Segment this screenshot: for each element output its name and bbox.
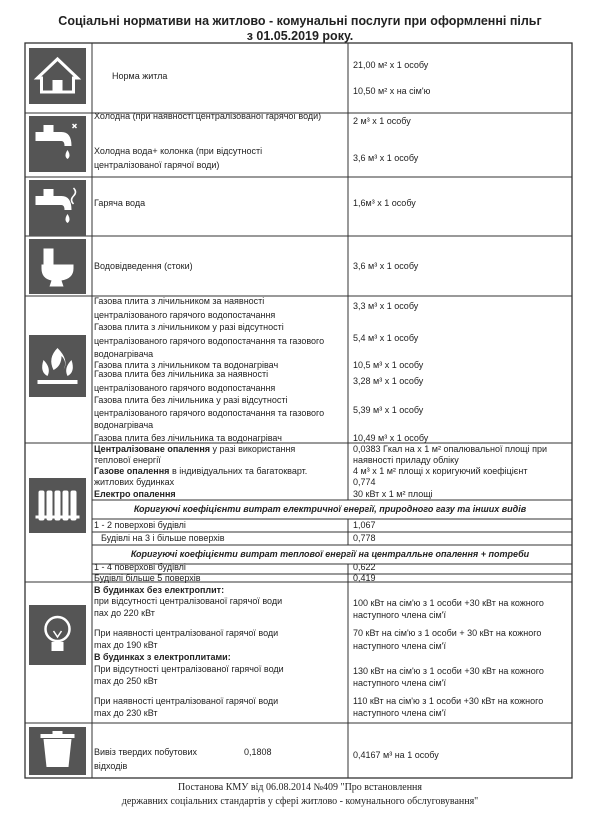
tap-hot-icon — [29, 180, 86, 236]
row-cold-water — [29, 111, 419, 172]
row-label-tail: в індивідуальних та багатокварт. — [169, 466, 308, 476]
row-value: 5,4 м³ х 1 особу — [353, 333, 419, 343]
row-label-tail: у разі використання — [210, 444, 296, 454]
coefficients-banner-electric: Коригуючі коефіцієнти витрат електричної енергії, природного газу та інших видів — [133, 504, 527, 514]
lightbulb-icon — [29, 605, 86, 665]
coefficient-label: 1 - 2 поверхові будівлі — [94, 520, 186, 530]
row-value: 0,0383 Гкал на х 1 м² опалювальної площі при — [353, 444, 547, 454]
row-label: Холодна (при наявності централізованої гарячої води) — [94, 111, 322, 121]
row-label: Вивіз твердих побутових — [94, 747, 197, 757]
footer-decree-title: державних соціальних стандартів у сфері житлово - комунального обслуговування" — [121, 796, 479, 807]
tap-cold-icon — [29, 116, 86, 172]
row-label: водонагрівача — [94, 420, 154, 430]
row-value: 110 кВт на сім'ю з 1 особи +30 кВт на кожного — [353, 696, 544, 706]
row-value: 3,28 м³ х 1 особу — [353, 376, 424, 386]
row-value: 3,6 м³ х 1 особу — [353, 153, 419, 163]
footer-decree: Постанова КМУ від 06.08.2014 №409 "Про встановлення — [178, 782, 422, 793]
row-label: пах до 220 кВт — [94, 608, 155, 618]
row-label: Гаряча вода — [94, 198, 146, 208]
row-label: Холодна вода+ колонка (при відсутності — [94, 146, 263, 156]
row-value: 30 кВт х 1 м² площі — [353, 489, 433, 499]
row-value: наступного члена сім'ї — [353, 610, 446, 620]
row-value: 1,6м³ х 1 особу — [353, 198, 416, 208]
row-label: Газова плита без лічильника за наявності — [94, 369, 269, 379]
row-hot-water — [29, 180, 416, 236]
coefficient-value: 1,067 — [353, 520, 376, 530]
row-label: централізованого гарячого водопостачання та газового — [94, 336, 325, 346]
row-value: 70 кВт на сім'ю з 1 особи + 30 кВт на кожного — [353, 628, 542, 638]
row-value: 2 м³ х 1 особу — [353, 116, 411, 126]
row-label: 0,1808 — [244, 747, 272, 757]
coefficient-value: 0,419 — [353, 573, 376, 583]
row-label: водонагрівача — [94, 349, 154, 359]
row-electricity — [29, 585, 544, 718]
row-value: 4 м³ х 1 м² площі х коригуючий коефіцієнт — [353, 466, 528, 476]
row-value: наступного члена сім'ї — [353, 708, 446, 718]
cell-heading: Газове опалення в індивідуальних та багатокварт. — [94, 466, 308, 476]
row-label: max до 230 кВт — [94, 708, 158, 718]
row-label: централізованого гарячого водопостачання — [94, 310, 276, 320]
row-value: 3,6 м³ х 1 особу — [353, 261, 419, 271]
row-value: 5,39 м³ х 1 особу — [353, 405, 424, 415]
row-label: Газова плита без лічильника та водонагрівач — [94, 433, 282, 443]
row-value: 10,49 м³ х 1 особу — [353, 433, 429, 443]
row-label: При наявності централізованої гарячої води — [94, 628, 279, 638]
row-label: централізованого гарячого водопостачання — [94, 383, 276, 393]
row-sewage — [29, 239, 419, 294]
row-value: 10,5 м³ х 1 особу — [353, 360, 424, 370]
row-value: наступного члена сім'ї — [353, 678, 446, 688]
row-value: 0,4167 м³ на 1 особу — [353, 750, 439, 760]
row-label: max до 190 кВт — [94, 640, 158, 650]
row-housing — [29, 48, 431, 104]
row-label: житлових будинках — [94, 477, 175, 487]
row-label: При відсутності централізованої гарячої води — [94, 664, 284, 674]
row-label: При наявності централізованої гарячої води — [94, 696, 279, 706]
coefficient-label: 1 - 4 поверхові будівлі — [94, 562, 186, 572]
document-title: Соціальні нормативи на житлово - комунальні послуги при оформленні пільг — [58, 14, 542, 28]
row-label: відходів — [94, 761, 128, 771]
cell-heading: Електро опалення — [94, 489, 176, 499]
coefficient-value: 0,622 — [353, 562, 376, 572]
row-value: наявності приладу обліку — [353, 455, 459, 465]
row-gas — [29, 296, 429, 443]
row-value: наступного члена сім'ї — [353, 641, 446, 651]
coefficient-label: Будівлі на 3 і більше поверхів — [101, 533, 225, 543]
row-label: Газова плита з лічильником та водонагрівач — [94, 360, 279, 370]
coefficient-value: 0,778 — [353, 533, 376, 543]
row-label: Газова плита без лічильника у разі відсутності — [94, 395, 288, 405]
row-label: Норма житла — [112, 71, 168, 81]
row-label: централізованого гарячого водопостачання та газового — [94, 408, 325, 418]
row-label: Газова плита з лічильником у разі відсутності — [94, 322, 284, 332]
cell-heading: Централізоване опалення у разі використання — [94, 444, 296, 454]
row-value: 130 кВт на сім'ю з 1 особи +30 кВт на кожного — [353, 666, 544, 676]
document-date: з 01.05.2019 року. — [246, 29, 354, 43]
row-label: max до 250 кВт — [94, 676, 158, 686]
row-label: теплової енергії — [94, 455, 161, 465]
row-value: 10,50 м² х на сім'ю — [353, 86, 431, 96]
row-value: 0,774 — [353, 477, 376, 487]
coefficients-banner-heat: Коригуючі коефіцієнти витрат теплової енергії на централльне опалення + потреби — [130, 549, 530, 559]
row-value: 100 кВт на сім'ю з 1 особи +30 кВт на кожного — [353, 598, 544, 608]
row-label: Водовідведення (стоки) — [94, 261, 193, 271]
coefficient-label: Будівлі більше 5 поверхів — [94, 573, 201, 583]
row-label: при відсутності централізованої гарячої води — [94, 596, 283, 606]
row-waste — [29, 727, 439, 775]
row-label: Газова плита з лічильником за наявності — [94, 296, 265, 306]
row-label: централізованої гарячої води) — [94, 160, 220, 170]
cell-heading: В будинках з електроплитами: — [94, 652, 231, 662]
cell-heading: В будинках без електроплит: — [94, 585, 225, 595]
row-value: 3,3 м³ х 1 особу — [353, 301, 419, 311]
row-value: 21,00 м² х 1 особу — [353, 60, 429, 70]
